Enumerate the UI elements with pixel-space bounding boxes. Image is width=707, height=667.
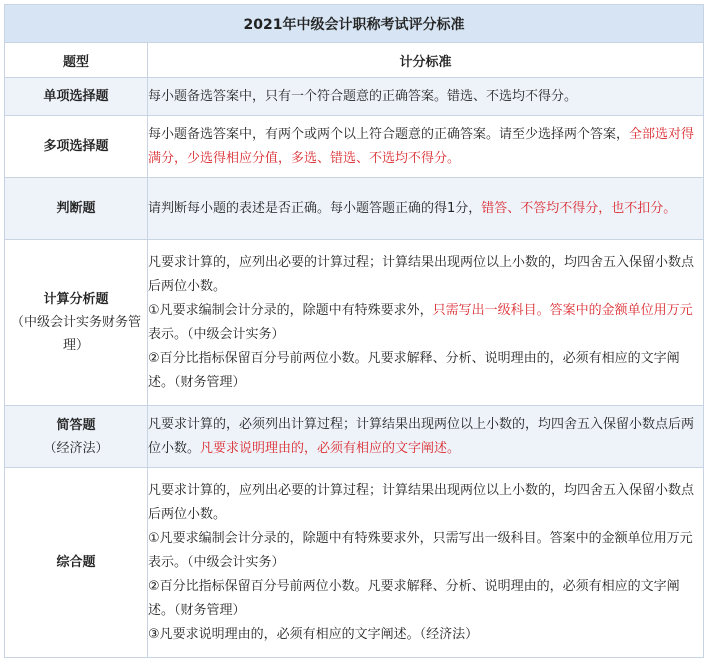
rule-text-highlight: 凡要求说明理由的，必须有相应的文字阐述。 <box>200 440 461 456</box>
rule-line: 凡要求计算的，应列出必要的计算过程；计算结果出现两位以上小数的，均四舍五入保留小数点后两位小数。 <box>148 254 695 294</box>
header-type: 题型 <box>5 43 148 78</box>
table-row <box>5 116 704 178</box>
rule-line: ①凡要求编制会计分录的，除题中有特殊要求外，只需写出一级科目。答案中的金额单位用万元表示。（中级会计实务） <box>148 302 693 342</box>
scoring-rule <box>148 78 704 116</box>
question-type: 判断题 <box>5 178 148 240</box>
scoring-rule <box>148 240 704 406</box>
scoring-rule <box>148 116 704 178</box>
rule-line: ②百分比指标保留百分号前两位小数。凡要求解释、分析、说明理由的，必须有相应的文字阐述。（财务管理） <box>148 578 680 618</box>
scoring-rule <box>148 406 704 468</box>
question-type: 简答题 （经济法） <box>5 406 148 468</box>
table-row <box>5 240 704 406</box>
rule-text-highlight: 错答、不答均不得分，也不扣分。 <box>481 200 677 216</box>
rule-line: ①凡要求编制会计分录的，除题中有特殊要求外，只需写出一级科目。答案中的金额单位用万元表示。（中级会计实务） <box>148 530 693 570</box>
rule-text: 每小题备选答案中，有两个或两个以上符合题意的正确答案。请至少选择两个答案， <box>148 126 630 142</box>
table-header-row <box>5 43 704 78</box>
table-row <box>5 178 704 240</box>
question-type: 多项选择题 <box>5 116 148 178</box>
question-subtype: （中级会计实务财务管理） <box>10 315 141 353</box>
rule-text-highlight: 只需写出一级科目。答案中的金额单位用万元 <box>432 302 693 318</box>
question-type: 综合题 <box>5 468 148 658</box>
rule-line: 凡要求计算的，应列出必要的计算过程；计算结果出现两位以上小数的，均四舍五入保留小数点后两位小数。 <box>148 482 695 522</box>
rule-text-highlight: 全部选对得满分，少选得相应分值，多选、错选、不选均不得分。 <box>148 126 695 166</box>
rule-line: ③凡要求说明理由的，必须有相应的文字阐述。（经济法） <box>148 626 479 642</box>
question-type: 计算分析题 （中级会计实务财务管理） <box>5 240 148 406</box>
table-row <box>5 406 704 468</box>
question-subtype: （经济法） <box>43 440 109 456</box>
question-type: 单项选择题 <box>5 78 148 116</box>
table-title-row <box>5 5 704 43</box>
rule-text: 请判断每小题的表述是否正确。每小题答题正确的得1分， <box>148 200 482 216</box>
rule-text: 每小题备选答案中，只有一个符合题意的正确答案。错选、不选均不得分。 <box>148 88 578 104</box>
scoring-table <box>4 4 704 658</box>
header-rule: 计分标准 <box>148 43 704 78</box>
table-row <box>5 468 704 658</box>
rule-text: 凡要求计算的，必须列出计算过程；计算结果出现两位以上小数的，均四舍五入保留小数点后两位小数。 <box>148 416 695 456</box>
rule-line: ②百分比指标保留百分号前两位小数。凡要求解释、分析、说明理由的，必须有相应的文字阐述。（财务管理） <box>148 350 680 390</box>
scoring-rule <box>148 468 704 658</box>
scoring-rule <box>148 178 704 240</box>
table-title: 2021年中级会计职称考试评分标准 <box>5 5 704 43</box>
table-row <box>5 78 704 116</box>
